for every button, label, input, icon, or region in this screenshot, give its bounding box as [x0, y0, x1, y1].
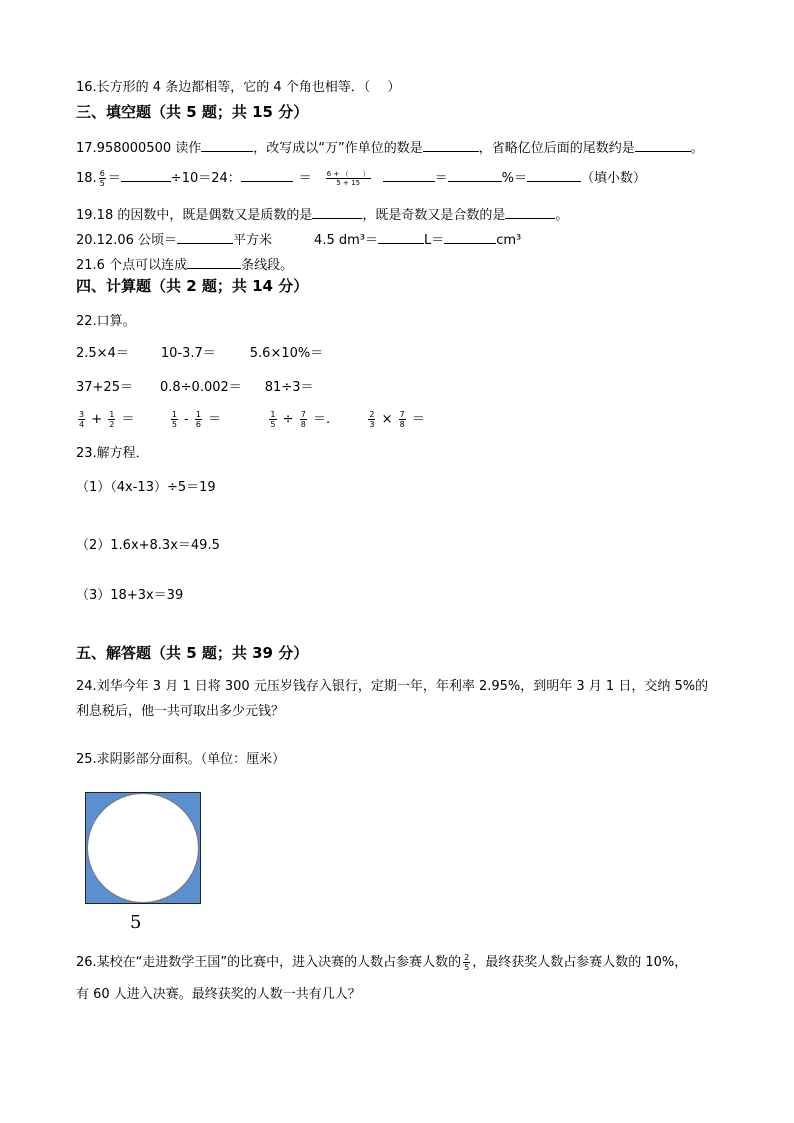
question-16: 16.长方形的 4 条边都相等，它的 4 个角也相等．（ ）	[76, 80, 401, 95]
answer-blank[interactable]	[527, 168, 581, 182]
answer-blank[interactable]	[448, 168, 502, 182]
answer-blank[interactable]	[201, 138, 253, 152]
figure-side-label: 5	[130, 912, 142, 933]
fraction-expression: $\frac{3}{4}$ + $\frac{1}{2}$ ＝	[79, 410, 135, 429]
mental-math-row-1: 2.5×4＝ 10-3.7＝ 5.6×10%＝	[76, 346, 324, 361]
shaded-square-figure	[85, 792, 201, 904]
section-3-title: 三、填空题（共 5 题；共 15 分）	[76, 103, 309, 121]
fraction-expression: $\frac{1}{5}$ - $\frac{1}{6}$ ＝	[171, 410, 222, 429]
question-25: 25.求阴影部分面积。（单位：厘米）	[76, 752, 286, 767]
question-23-title: 23.解方程．	[76, 446, 149, 461]
answer-blank[interactable]	[121, 168, 171, 182]
answer-blank[interactable]	[635, 138, 691, 152]
question-18: 18. $\frac{6}{5}$ ＝ ÷10＝24： ＝ $\frac{6 + ( )}{5 + 15}$ ＝ %＝ （填小数）	[76, 169, 646, 188]
question-26-line-2: 有 60 人进入决赛。最终获奖的人数一共有几人？	[76, 987, 361, 1002]
answer-blank[interactable]	[177, 230, 233, 244]
answer-blank[interactable]	[378, 230, 424, 244]
mental-math-row-3	[76, 410, 425, 429]
inscribed-circle	[87, 793, 199, 903]
answer-blank[interactable]	[187, 255, 241, 269]
question-17: 17.958000500 读作 ，改写成以“万”作单位的数是 ，省略亿位后面的尾数约是 。	[76, 138, 704, 158]
answer-blank[interactable]	[312, 205, 362, 219]
answer-blank[interactable]	[444, 230, 496, 244]
question-24-line-1: 24.刘华今年 3 月 1 日将 300 元压岁钱存入银行，定期一年，年利率 2.95%，到明年 3 月 1 日，交纳 5%的	[76, 679, 709, 694]
question-26-line-1: 26.某校在“走进数学王国”的比赛中，进入决赛的人数占参赛人数的 $\frac{2}{5}$ ，最终获奖人数占参赛人数的 10%，	[76, 953, 688, 972]
equation-2: （2）1.6x+8.3x＝49.5	[76, 538, 220, 553]
fraction-expression: $\frac{1}{5}$ ÷ $\frac{7}{8}$ ＝.	[270, 410, 331, 429]
question-20: 20.12.06 公顷＝ 平方米 4.5 dm³＝ L＝ cm³	[76, 230, 521, 250]
section-4-title: 四、计算题（共 2 题；共 14 分）	[76, 277, 309, 295]
fraction: $\frac{2}{5}$	[464, 953, 470, 972]
answer-blank[interactable]	[423, 138, 479, 152]
equation-3: （3）18+3x＝39	[76, 588, 184, 603]
answer-blank[interactable]	[383, 168, 435, 182]
question-22-title: 22.口算。	[76, 314, 136, 329]
answer-blank[interactable]	[505, 205, 555, 219]
answer-blank[interactable]	[241, 168, 293, 182]
mental-math-row-2: 37+25＝ 0.8÷0.002＝ 81÷3＝	[76, 380, 314, 395]
fraction: $\frac{6}{5}$	[99, 169, 105, 188]
equation-1: （1）（4x-13）÷5＝19	[76, 480, 216, 495]
question-24-line-2: 利息税后，他一共可取出多少元钱？	[76, 704, 285, 719]
fraction-expression: $\frac{2}{3}$ × $\frac{7}{8}$ ＝	[369, 410, 425, 429]
section-5-title: 五、解答题（共 5 题；共 39 分）	[76, 644, 309, 662]
question-21: 21.6 个点可以连成 条线段。	[76, 255, 293, 275]
fraction: $\frac{6 + ( )}{5 + 15}$	[326, 170, 370, 187]
question-19: 19.18 的因数中，既是偶数又是质数的是 ，既是奇数又是合数的是 。	[76, 205, 568, 225]
